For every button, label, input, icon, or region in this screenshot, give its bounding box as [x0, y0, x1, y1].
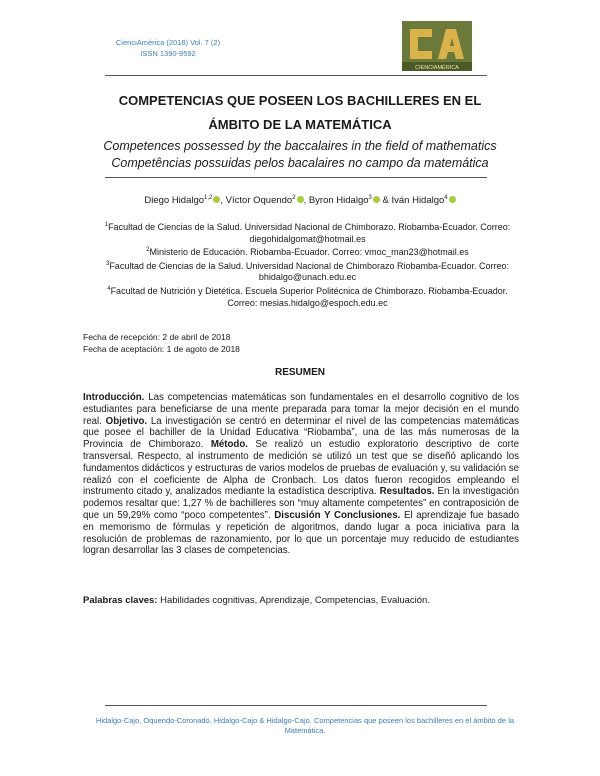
title-rule: [105, 177, 487, 178]
author-affil-sup: 4: [444, 195, 448, 201]
paper-title-line1: COMPETENCIAS QUE POSEEN LOS BACHILLERES EN EL: [118, 93, 482, 108]
results-label: Resultados.: [379, 486, 435, 498]
abstract-heading: RESUMEN: [274, 367, 325, 378]
keywords: [83, 595, 519, 606]
intro-text: Las competencias matemáticas son fundamentales en el desarrollo cognitivo de los estudiantes para beneficiarse de una mente preparada para tomar la mejor decisión en el mundo real.: [83, 392, 519, 427]
footer-citation: Hidalgo-Cajo, Oquendo-Coronado, Hidalgo-Cajo & Hidalgo-Cajo. Competencias que poseen los bachilleres en el ámbito de la Matemática.: [95, 716, 515, 735]
author-name: Iván Hidalgo: [391, 195, 445, 206]
author-affil-sup: 3: [368, 195, 372, 201]
journal-issn: ISSN 1390-9592: [140, 49, 196, 58]
author-separator: &: [379, 195, 392, 206]
submission-dates: [83, 332, 240, 355]
author-affil-sup: 2: [292, 195, 296, 201]
orcid-icon[interactable]: [449, 196, 456, 203]
affiliation: $^4$Facultad de Nutrición y Dietética. Escuela Superior Politécnica de Chimborazo. Riobamba-Ecuador. Correo: mesias.hidalgo@espoch.edu.ec: [107, 285, 508, 308]
discussion-text: El aprendizaje fue basado en memorismo de fórmulas y repetición de algoritmos, dando lugar a poca iniciativa para la resolución de problemas de razonamiento, por lo que un porcentaje muy reducido de estudiantes logran desarrollar las 3 clases de competencias.: [83, 509, 520, 557]
author-separator: ,: [303, 195, 309, 206]
intro-label: Introducción.: [83, 392, 145, 403]
journal-name: CienciAmérica (2018) Vol. 7 (2): [115, 38, 221, 47]
keywords-label: Palabras claves:: [83, 595, 158, 606]
orcid-icon[interactable]: [297, 196, 304, 203]
objective-label: Objetivo.: [105, 415, 148, 427]
objective-text: La investigación se centró en determinar el nivel de las competencias matemáticas que posee el bachiller de la Unidad Educativa “Riobamba”, una de las más numerosas de la Provincia de Chimborazo.: [83, 415, 520, 451]
affiliations: [95, 220, 520, 309]
header-rule: [105, 75, 487, 76]
author-name: Víctor Oquendo: [225, 195, 293, 206]
subtitle-portuguese: Competências possuidas pelos bacalaires no campo da matemática: [111, 156, 489, 170]
discussion-label: Discusión Y Conclusiones.: [274, 509, 401, 521]
journal-logo: [402, 21, 472, 71]
author-list: [0, 195, 600, 206]
author-name: Diego Hidalgo: [144, 195, 205, 206]
orcid-icon[interactable]: [373, 196, 380, 203]
journal-header: [103, 37, 233, 59]
subtitle-english: Competences possessed by the baccalaires in the field of mathematics: [103, 139, 497, 153]
author-name: Byron Hidalgo: [308, 195, 369, 206]
affiliation: $^3$Facultad de Ciencias de la Salud. Universidad Nacional de Chimborazo Riobamba-Ecuador. Correo: bhidalgo@unach.edu.ec: [105, 260, 510, 283]
results-text: En la investigación podemos resaltar que: 1,27 % de bachilleres son “muy altamente competentes” en contraposición de que un 59,29% como “poco competentes”.: [83, 486, 519, 521]
author-affil-sup: 1,2: [204, 195, 213, 201]
affiliation: $^2$Ministerio de Educación. Riobamba-Ecuador. Correo: vmoc_man23@hotmail.es: [146, 247, 469, 258]
keywords-text: Habilidades cognitivas, Aprendizaje, Competencias, Evaluación.: [157, 595, 430, 606]
footer-rule: [105, 705, 487, 706]
method-text: Se realizó un estudio exploratorio descriptivo de corte transversal. Respecto, al instrumento de medición se utilizó un test que se diseñó aplicando los fundamentos didácticos y estructuras de varios modelos de pruebas de evaluación y, su validación se realizó con el coeficiente de Alpha de Cronbach. Los datos fueron recogidos empleando el instrumento citado y, analizados mediante la estadística descriptiva.: [83, 439, 520, 498]
accepted-date: Fecha de aceptación: 1 de agoto de 2018: [83, 343, 240, 354]
paper-title-line2: ÁMBITO DE LA MATEMÁTICA: [208, 117, 392, 132]
author-separator: ,: [220, 195, 226, 206]
abstract-body: [83, 392, 519, 557]
method-label: Método.: [210, 439, 248, 451]
logo-text: CIENCIAMÉRICA: [415, 65, 459, 71]
affiliation: $^1$Facultad de Ciencias de la Salud. Universidad Nacional de Chimborazo. Riobamba-Ecuador. Correo: diegohidalgomat@hotmail.es: [104, 222, 511, 244]
received-date: Fecha de recepción: 2 de abril de 2018: [83, 332, 231, 342]
